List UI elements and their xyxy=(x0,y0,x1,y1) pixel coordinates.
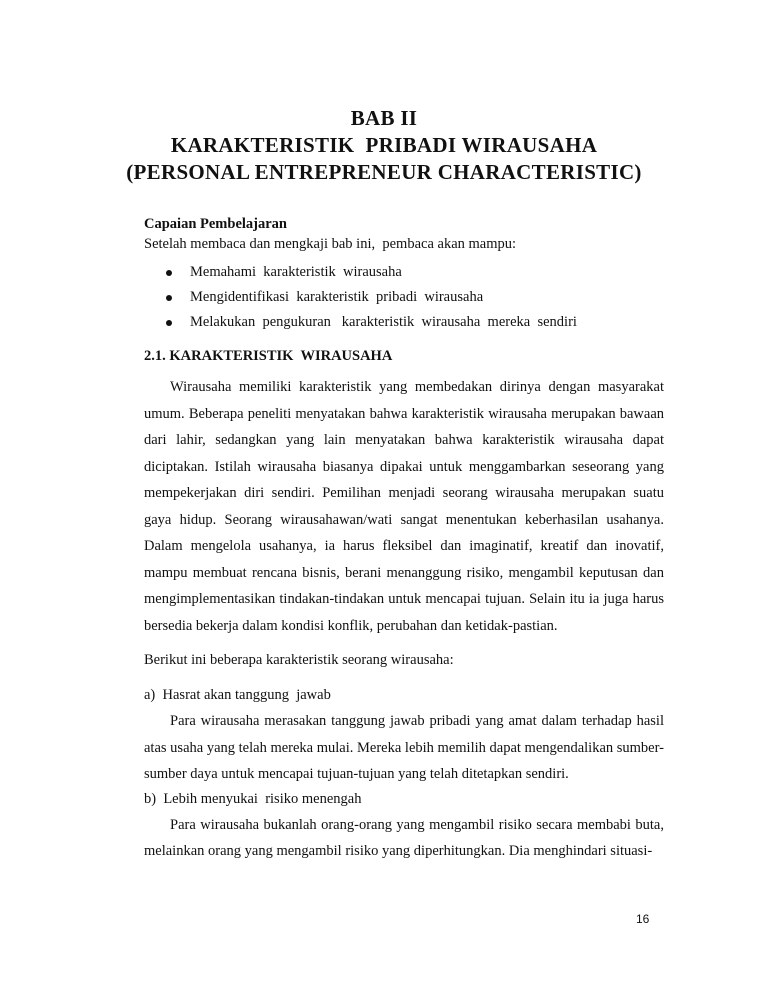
outcome-text: Mengidentifikasi karakteristik pribadi wirausaha xyxy=(190,289,484,305)
characteristic-b-label: b) Lebih menyukai risiko menengah xyxy=(144,790,362,807)
bullet-icon xyxy=(166,295,172,301)
learning-outcomes-list xyxy=(144,260,664,335)
learning-outcomes-heading: Capaian Pembelajaran xyxy=(144,216,287,232)
characteristic-a-text: Para wirausaha merasakan tanggung jawab pribadi yang amat dalam terhadap hasil atas usaha yang telah mereka mulai. Mereka lebih memilih dapat mengendalikan sumber-sumber daya untuk mencapai tujuan-tujuan yang telah ditetapkan sendiri. xyxy=(144,713,664,782)
outcome-text: Melakukan pengukuran karakteristik wirausaha mereka sendiri xyxy=(190,314,577,330)
characteristic-a-label: a) Hasrat akan tanggung jawab xyxy=(144,687,331,703)
section-paragraph: Wirausaha memiliki karakteristik yang membedakan dirinya dengan masyarakat umum. Beberapa peneliti menyatakan bahwa karakteristik wirausaha merupakan bawaan dari lahir, sedangkan yang lain menyatakan bahwa karakteristik wirausaha dapat diciptakan. Istilah wirausaha biasanya dipakai untuk menggambarkan seseorang yang mempekerjakan diri sendiri. Pemilihan menjadi seorang wirausaha merupakan suatu gaya hidup. Seorang wirausahawan/wati sangat menentukan keberhasilan usahanya. Dalam mengelola usahanya, ia harus fleksibel dan imaginatif, kreatif dan inovatif, mampu membuat rencana bisnis, berani menanggung risiko, mengambil keputusan dan mengimplementasikan tindakan-tindakan untuk mencapai tujuan. Selain itu ia juga harus bersedia bekerja dalam kondisi konflik, perubahan dan ketidak-pastian. xyxy=(144,379,664,634)
characteristic-b-text: Para wirausaha bukanlah orang-orang yang mengambil risiko secara membabi buta, melainkan orang yang mengambil risiko yang diperhitungkan. Dia menghindari situasi- xyxy=(144,816,664,859)
bullet-icon xyxy=(166,320,172,326)
chapter-subtitle: (PERSONAL ENTREPRENEUR CHARACTERISTIC) xyxy=(126,160,642,184)
list-item xyxy=(144,260,664,285)
chapter-title-block xyxy=(0,105,768,186)
learning-outcomes-intro: Setelah membaca dan mengkaji bab ini, pembaca akan mampu: xyxy=(144,236,517,252)
chapter-label: BAB II xyxy=(350,106,418,130)
characteristics-intro: Berikut ini beberapa karakteristik seorang wirausaha: xyxy=(144,652,454,668)
list-item xyxy=(144,310,664,335)
chapter-title: KARAKTERISTIK PRIBADI WIRAUSAHA xyxy=(170,133,598,157)
outcome-text: Memahami karakteristik wirausaha xyxy=(190,264,402,280)
bullet-icon xyxy=(166,270,172,276)
page-number: 16 xyxy=(636,912,650,926)
page-content xyxy=(144,214,664,865)
list-item xyxy=(144,285,664,310)
section-heading: 2.1. KARAKTERISTIK WIRAUSAHA xyxy=(144,348,393,364)
